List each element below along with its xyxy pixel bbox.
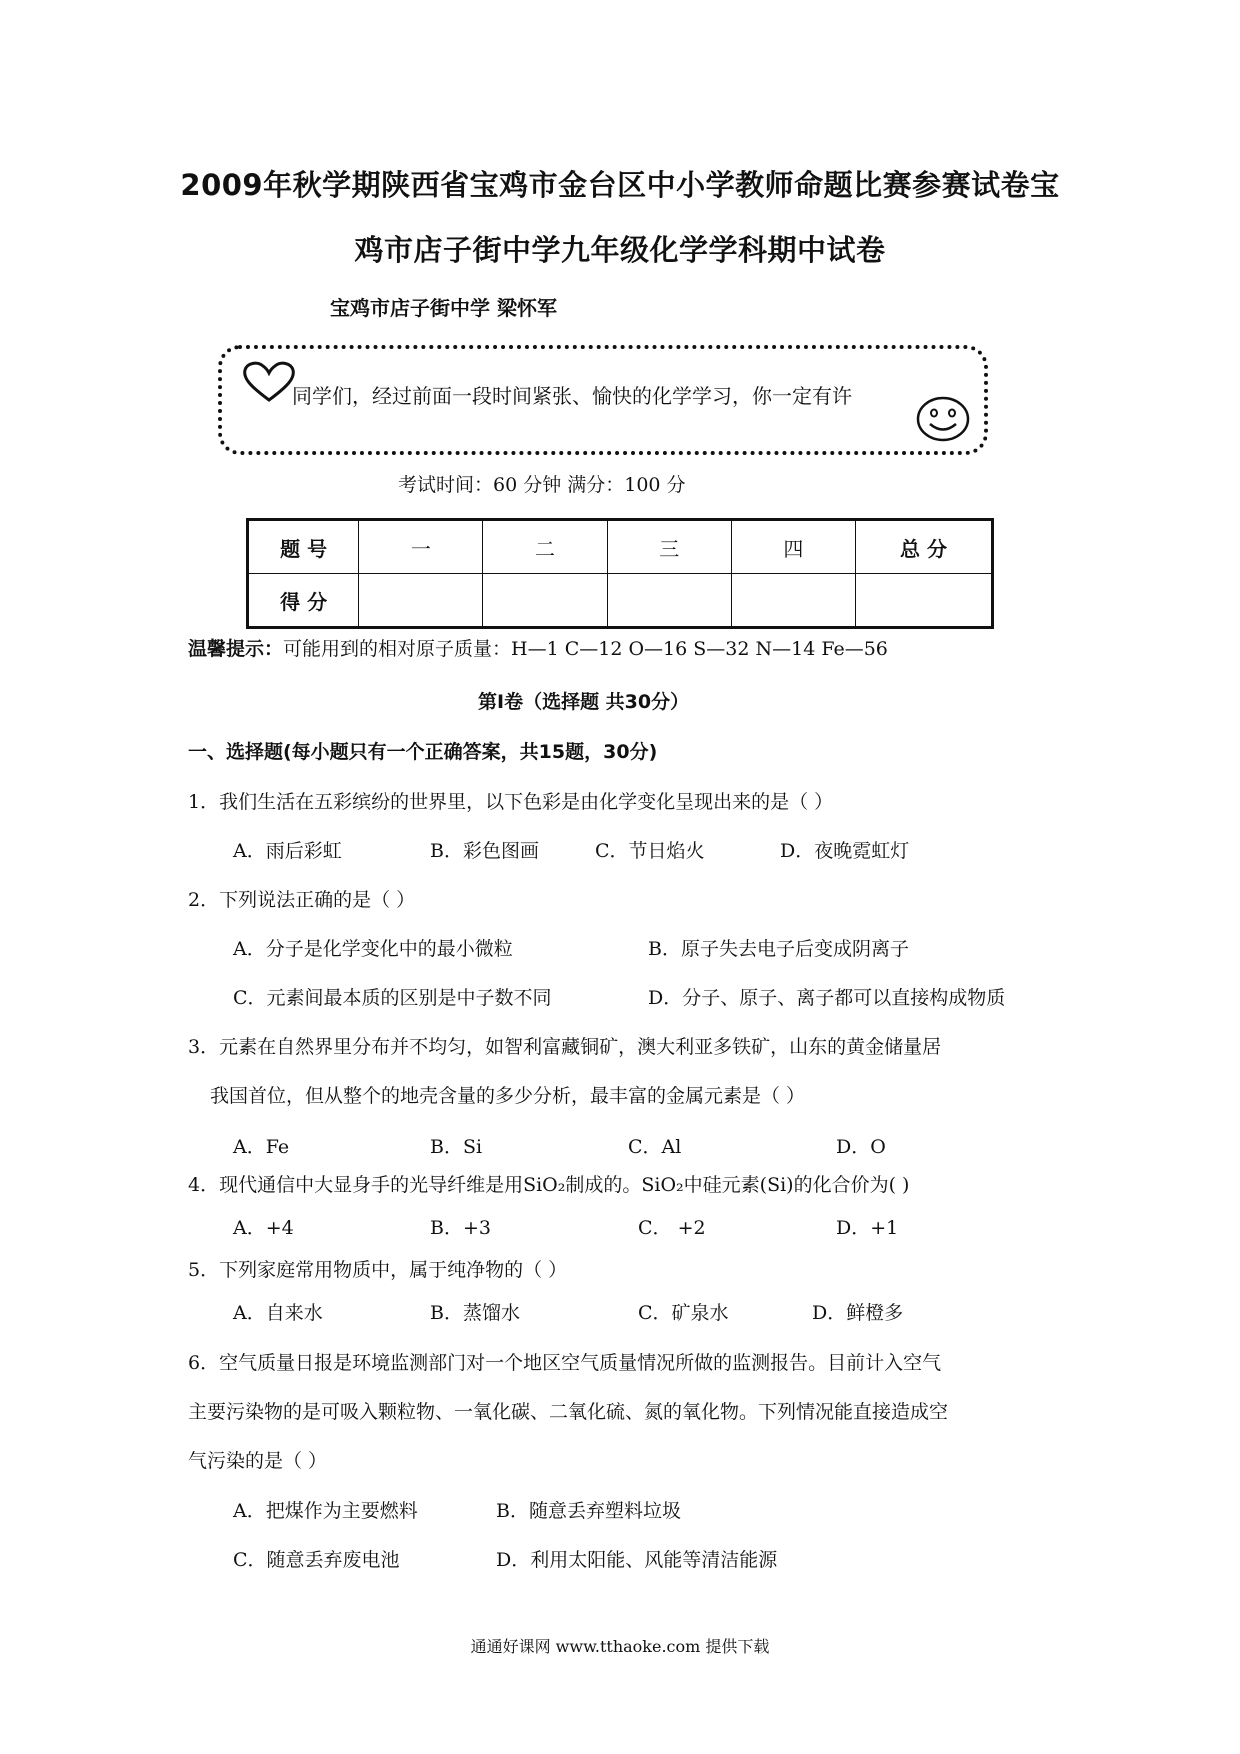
question-1-option-b: B．彩色图画: [430, 840, 539, 862]
author-line: 宝鸡市店子街中学 梁怀军: [330, 296, 557, 320]
question-4-option-a: A．+4: [233, 1217, 294, 1239]
question-6-option-a: A．把煤作为主要燃料: [233, 1500, 418, 1522]
question-6-stem-line-3: 气污染的是（ ）: [188, 1450, 328, 1472]
table-cell: 三: [607, 520, 731, 574]
question-5-option-c: C．矿泉水: [638, 1302, 729, 1324]
question-2-option-a: A．分子是化学变化中的最小微粒: [233, 938, 513, 960]
footer: 通通好课网 www.tthaoke.com 提供下载: [470, 1637, 770, 1656]
question-2-option-b: B．原子失去电子后变成阴离子: [648, 938, 909, 960]
question-4-option-d: D．+1: [836, 1217, 899, 1239]
heart-icon: [240, 360, 298, 404]
question-1-option-a: A．雨后彩虹: [233, 840, 342, 862]
title-line-1: 2009年秋学期陕西省宝鸡市金台区中小学教师命题比赛参赛试卷宝: [180, 168, 1060, 202]
score-cell: [855, 574, 992, 628]
question-3-option-a: A．Fe: [233, 1136, 290, 1158]
question-5-option-b: B．蒸馏水: [430, 1302, 520, 1324]
question-3-stem-line-2: 我国首位，但从整个的地壳含量的多少分析，最丰富的金属元素是（ ）: [210, 1085, 806, 1107]
score-cell: [359, 574, 483, 628]
question-6-option-b: B．随意丢弃塑料垃圾: [496, 1500, 681, 1522]
section-title: 第Ⅰ卷（选择题 共30分）: [478, 691, 690, 713]
question-4-stem: 4．现代通信中大显身手的光导纤维是用SiO₂制成的。SiO₂中硅元素(Si)的化合价为( ): [188, 1174, 910, 1196]
question-3-stem-line-1: 3．元素在自然界里分布并不均匀，如智利富藏铜矿，澳大利亚多铁矿，山东的黄金储量居: [188, 1036, 942, 1058]
table-cell: 四: [731, 520, 855, 574]
score-cell: [731, 574, 855, 628]
question-3-option-d: D．O: [836, 1136, 886, 1158]
question-1-option-c: C．节日焰火: [595, 840, 705, 862]
question-1-stem: 1．我们生活在五彩缤纷的世界里，以下色彩是由化学变化呈现出来的是（ ）: [188, 791, 834, 813]
question-3-option-b: B．Si: [430, 1136, 483, 1158]
question-5-option-d: D．鲜橙多: [812, 1302, 904, 1324]
table-cell: 总 分: [855, 520, 992, 574]
smiley-icon: [915, 395, 971, 443]
question-6-option-c: C．随意丢弃废电池: [233, 1549, 400, 1571]
question-5-stem: 5．下列家庭常用物质中，属于纯净物的（ ）: [188, 1259, 568, 1281]
tip-text: 可能用到的相对原子质量：H—1 C—12 O—16 S—32 N—14 Fe—56: [283, 638, 888, 660]
table-cell: 一: [359, 520, 483, 574]
question-3-option-c: C．Al: [628, 1136, 682, 1158]
score-cell: [483, 574, 607, 628]
table-row: [248, 520, 993, 574]
title-line-2: 鸡市店子街中学九年级化学学科期中试卷: [354, 233, 886, 267]
question-1-option-d: D．夜晚霓虹灯: [780, 840, 910, 862]
part1-heading: 一、选择题(每小题只有一个正确答案，共15题，30分): [188, 741, 658, 763]
question-6-option-d: D．利用太阳能、风能等清洁能源: [496, 1549, 778, 1571]
table-cell: 题 号: [248, 520, 359, 574]
question-6-stem-line-1: 6．空气质量日报是环境监测部门对一个地区空气质量情况所做的监测报告。目前计入空气: [188, 1352, 942, 1374]
question-2-option-d: D．分子、原子、离子都可以直接构成物质: [648, 987, 1006, 1009]
question-4-option-b: B．+3: [430, 1217, 491, 1239]
score-cell: [607, 574, 731, 628]
table-cell: 得 分: [248, 574, 359, 628]
question-4-option-c: C． +2: [638, 1217, 706, 1239]
greeting-text: 同学们，经过前面一段时间紧张、愉快的化学学习，你一定有许: [292, 384, 852, 408]
score-table: [246, 518, 994, 629]
exam-info: 考试时间：60 分钟 满分：100 分: [398, 474, 686, 496]
question-2-stem: 2．下列说法正确的是（ ）: [188, 889, 416, 911]
tip-label: 温馨提示：: [188, 638, 284, 660]
tip-line: [188, 634, 888, 661]
question-5-option-a: A．自来水: [233, 1302, 323, 1324]
table-cell: 二: [483, 520, 607, 574]
question-6-stem-line-2: 主要污染物的是可吸入颗粒物、一氧化碳、二氧化硫、氮的氧化物。下列情况能直接造成空: [188, 1401, 949, 1423]
table-row: [248, 574, 993, 628]
question-2-option-c: C．元素间最本质的区别是中子数不同: [233, 987, 552, 1009]
